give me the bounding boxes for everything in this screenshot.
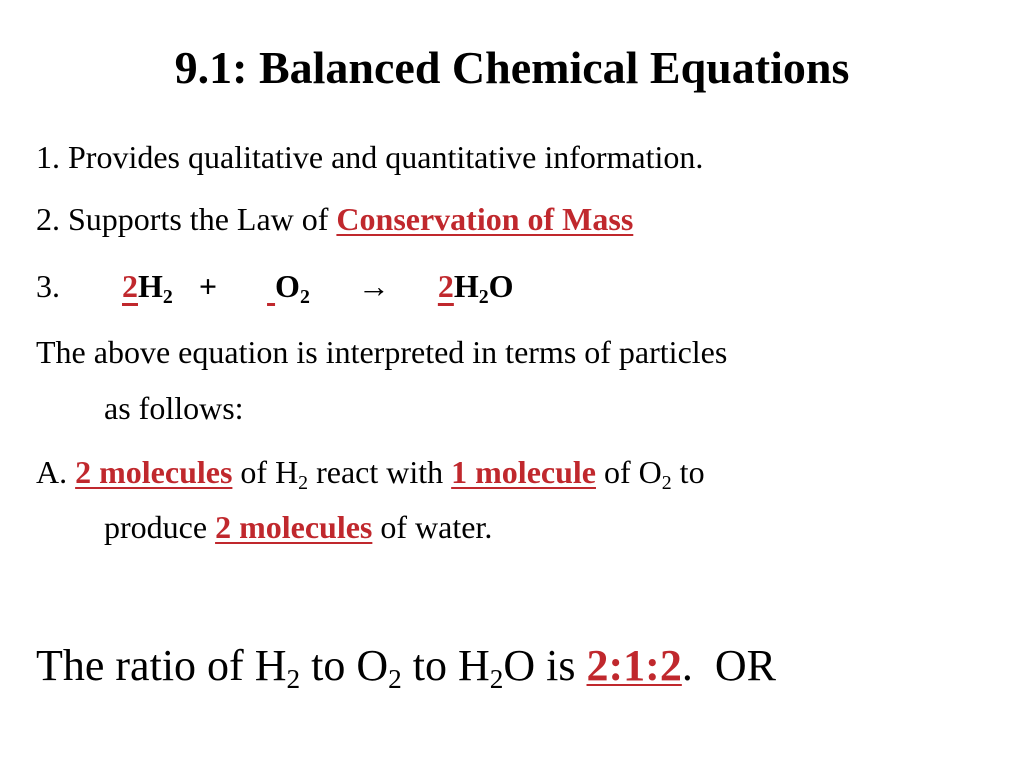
two-molecules-water-highlight: 2 molecules (215, 509, 373, 545)
one-molecule-o2-highlight: 1 molecule (451, 454, 596, 490)
coefficient-h2: 2 (122, 268, 138, 304)
point-a-line-1 (36, 452, 705, 492)
point-a-label: A. (36, 454, 76, 490)
ratio-statement (36, 640, 776, 695)
coefficient-o2-blank (267, 268, 275, 304)
h2o-subscript: 2 (478, 285, 489, 308)
coefficient-h2o: 2 (437, 268, 454, 304)
ratio-text-2: to O (300, 641, 389, 690)
point-a-text-5: produce (104, 509, 216, 545)
two-molecules-h2-highlight: 2 molecules (75, 454, 233, 490)
point-3-number: 3. (36, 268, 60, 304)
point-a-text-1: of H (232, 454, 299, 490)
point-2-text: 2. Supports the Law of (36, 201, 337, 237)
h2-symbol: H (138, 268, 163, 304)
point-2 (36, 199, 633, 239)
point-a-text-4: to (671, 454, 705, 490)
point-1 (36, 137, 703, 177)
ratio-text-1: The ratio of H (36, 641, 287, 690)
point-a-o2-subscript: 2 (661, 471, 672, 494)
point-a-text-3: of O (595, 454, 662, 490)
ratio-text-4: O is (503, 641, 587, 690)
equation (122, 268, 514, 308)
plus-sign: + (198, 268, 218, 304)
point-a-text-6: of water. (372, 509, 493, 545)
o2-symbol: O (275, 268, 300, 304)
slide-title: 9.1: Balanced Chemical Equations (174, 42, 850, 93)
interpretation-line-2: as follows: (104, 390, 244, 426)
point-a-line-2 (104, 507, 492, 547)
ratio-o2-subscript: 2 (388, 664, 402, 695)
ratio-h2-subscript: 2 (286, 664, 301, 695)
ratio-text-3: to H (401, 641, 490, 690)
interpretation-line-1: The above equation is interpreted in terms of particles (36, 334, 728, 370)
h2o-o-symbol: O (488, 268, 514, 304)
point-3-equation (36, 266, 514, 306)
h2-subscript: 2 (162, 285, 173, 308)
ratio-value-highlight: 2:1:2 (586, 641, 682, 690)
reaction-arrow: → (357, 268, 390, 304)
point-a-h2-subscript: 2 (298, 471, 309, 494)
point-a-text-2: react with (308, 454, 452, 490)
conservation-of-mass-highlight: Conservation of Mass (336, 201, 634, 237)
h2o-h-symbol: H (453, 268, 479, 304)
point-1-text: 1. Provides qualitative and quantitative information. (36, 139, 704, 175)
o2-subscript: 2 (299, 285, 310, 308)
ratio-text-5: . OR (681, 641, 776, 690)
ratio-h2o-subscript: 2 (489, 664, 504, 695)
